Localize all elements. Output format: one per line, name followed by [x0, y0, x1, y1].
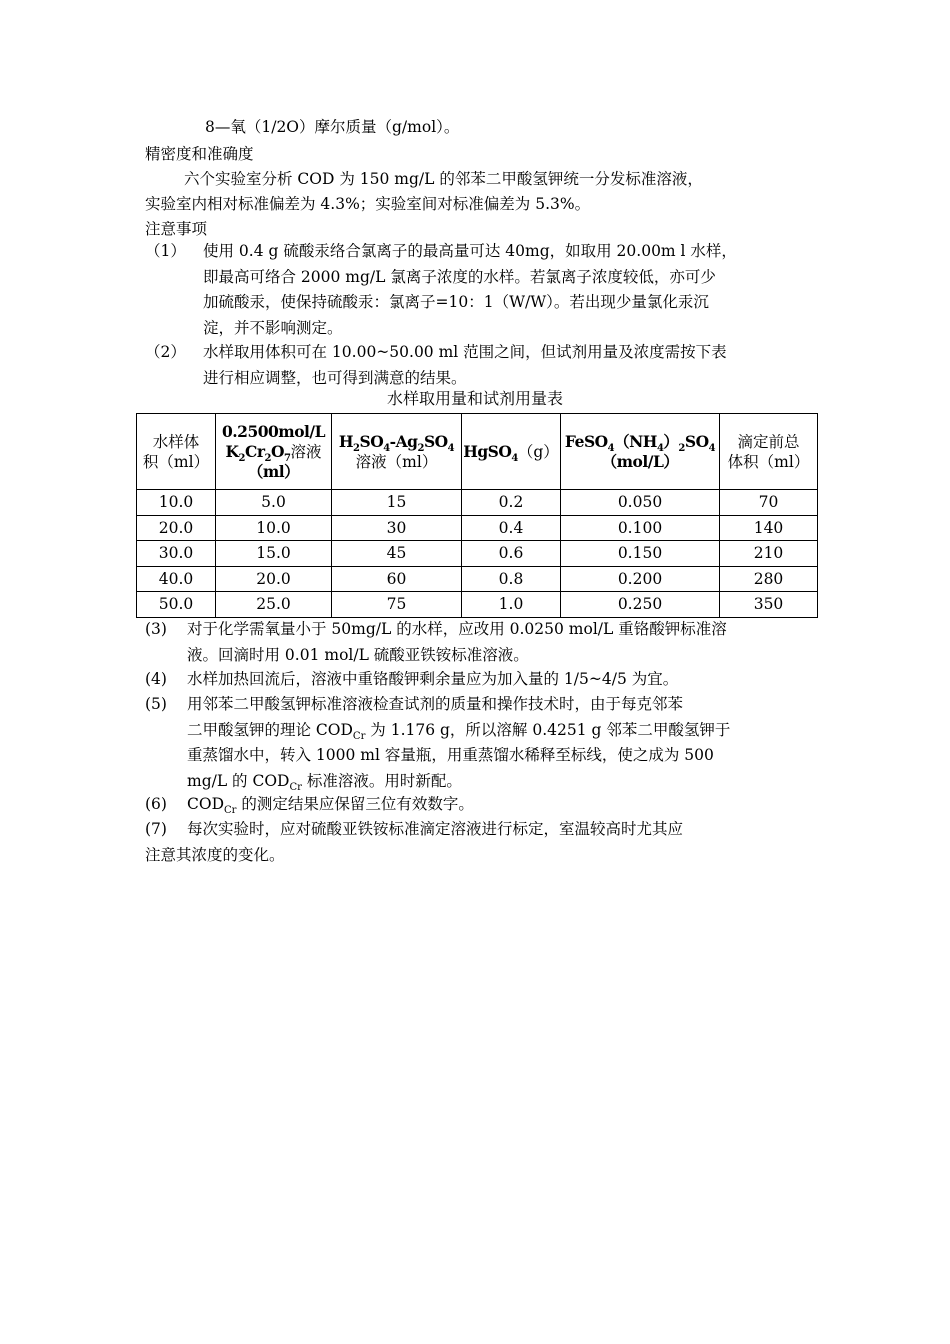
note-number: （2） — [145, 343, 186, 361]
note-line: 即最高可络合 2000 mg/L 氯离子浓度的水样。若氯离子浓度较低，亦可少 — [203, 267, 716, 286]
table-cell: 60 — [332, 566, 462, 592]
table-cell: 25.0 — [216, 592, 332, 618]
table-cell: 10.0 — [137, 490, 216, 516]
table-cell: 0.250 — [561, 592, 720, 618]
table-cell: 40.0 — [137, 566, 216, 592]
notes-heading: 注意事项 — [145, 220, 208, 238]
table-row — [137, 515, 818, 541]
table-cell: 10.0 — [216, 515, 332, 541]
note-line: 重蒸馏水中，转入 1000 ml 容量瓶，用重蒸馏水稀释至标线，使之成为 500 — [187, 746, 714, 764]
table-cell: 45 — [332, 541, 462, 567]
table-cell: 0.200 — [561, 566, 720, 592]
table-cell: 30.0 — [137, 541, 216, 567]
note-5 — [145, 692, 815, 794]
note-2 — [145, 340, 815, 391]
note-line: 对于化学需氧量小于 50mg/L 的水样，应改用 0.0250 mol/L 重铬酸钾标准溶 — [187, 620, 727, 638]
table-cell: 0.4 — [462, 515, 561, 541]
note-line: $COD_{Cr}$ 的测定结果应保留三位有效数字。 — [187, 795, 474, 816]
table-cell: 280 — [720, 566, 818, 592]
note-line: 淀，并不影响测定。 — [203, 318, 343, 337]
note-number: (5) — [145, 695, 167, 713]
note-3 — [145, 617, 815, 668]
note-line: 用邻苯二甲酸氢钾标准溶液检查试剂的质量和操作技术时，由于每克邻苯 — [187, 695, 684, 713]
table-cell: 140 — [720, 515, 818, 541]
precision-text-line-1: 六个实验室分析 COD 为 150 mg/L 的邻苯二甲酸氢钾统一分发标准溶液， — [184, 170, 703, 188]
note-line: 液。回滴时用 0.01 mol/L 硫酸亚铁铵标准溶液。 — [187, 645, 529, 664]
table-row — [137, 566, 818, 592]
table-cell: 350 — [720, 592, 818, 618]
table-cell: 50.0 — [137, 592, 216, 618]
precision-heading: 精密度和准确度 — [145, 145, 254, 163]
header-dichromate: 0.2500mol/L $K_2Cr_2O_7$溶液 （ml） — [216, 414, 332, 490]
table-cell: 0.2 — [462, 490, 561, 516]
header-acid-silver: $H_2SO_4-Ag_2SO_4$ 溶液（ml） — [332, 414, 462, 490]
note-4 — [145, 667, 815, 693]
note-7 — [145, 817, 815, 868]
table-cell: 0.100 — [561, 515, 720, 541]
table-cell: 0.050 — [561, 490, 720, 516]
table-cell: 5.0 — [216, 490, 332, 516]
note-1 — [145, 239, 815, 341]
table-caption: 水样取用量和试剂用量表 — [386, 389, 563, 408]
note-line: 水样取用体积可在 10.00~50.00 ml 范围之间，但试剂用量及浓度需按下表 — [203, 343, 727, 361]
table-header-row — [137, 414, 818, 490]
note-line: 水样加热回流后，溶液中重铬酸钾剩余量应为加入量的 1/5~4/5 为宜。 — [187, 670, 679, 688]
note-line: 使用 0.4 g 硫酸汞络合氯离子的最高量可达 40mg，如取用 20.00m l 水样， — [203, 242, 737, 260]
table-cell: 20.0 — [216, 566, 332, 592]
header-mercury-sulfate: HgSO$_4$（g） — [462, 414, 561, 490]
table-row — [137, 490, 818, 516]
note-number: (4) — [145, 670, 167, 688]
header-total-volume: 滴定前总 体积（ml） — [720, 414, 818, 490]
note-number: (6) — [145, 795, 167, 813]
precision-text-line-2: 实验室内相对标准偏差为 4.3%；实验室间对标准偏差为 5.3%。 — [145, 195, 591, 213]
table-cell: 0.6 — [462, 541, 561, 567]
note-line: 每次实验时，应对硫酸亚铁铵标准滴定溶液进行标定，室温较高时尤其应 — [187, 820, 684, 838]
table-cell: 30 — [332, 515, 462, 541]
note-line: 进行相应调整，也可得到满意的结果。 — [203, 368, 467, 387]
note-line: 二甲酸氢钾的理论 $COD_{Cr}$ 为 1.176 g，所以溶解 0.4251 g 邻苯二甲酸氢钾于 — [187, 720, 731, 742]
note-line: 加硫酸汞，使保持硫酸汞：氯离子=10：1（W/W）。若出现少量氯化汞沉 — [203, 293, 709, 311]
table-cell: 210 — [720, 541, 818, 567]
table-cell: 0.8 — [462, 566, 561, 592]
note-6 — [145, 792, 815, 818]
table-cell: 20.0 — [137, 515, 216, 541]
note-line: 注意其浓度的变化。 — [145, 845, 285, 864]
table-row — [137, 592, 818, 618]
formula-note: 8—氧（1/2O）摩尔质量（g/mol）。 — [205, 118, 460, 136]
table-cell: 15.0 — [216, 541, 332, 567]
note-number: (7) — [145, 820, 167, 838]
table-cell: 1.0 — [462, 592, 561, 618]
header-sample-volume: 水样体 积（ml） — [137, 414, 216, 490]
note-number: （1） — [145, 242, 186, 260]
table-cell: 0.150 — [561, 541, 720, 567]
note-line: mg/L 的 $COD_{Cr}$ 标准溶液。用时新配。 — [187, 771, 462, 793]
header-ferrous-ammonium-sulfate: $FeSO_4(NH_4)_2SO_4$ （mol/L） — [561, 414, 720, 490]
table-cell: 70 — [720, 490, 818, 516]
table-row — [137, 541, 818, 567]
table-cell: 75 — [332, 592, 462, 618]
reagent-table — [136, 413, 818, 618]
note-number: (3) — [145, 620, 167, 638]
table-cell: 15 — [332, 490, 462, 516]
